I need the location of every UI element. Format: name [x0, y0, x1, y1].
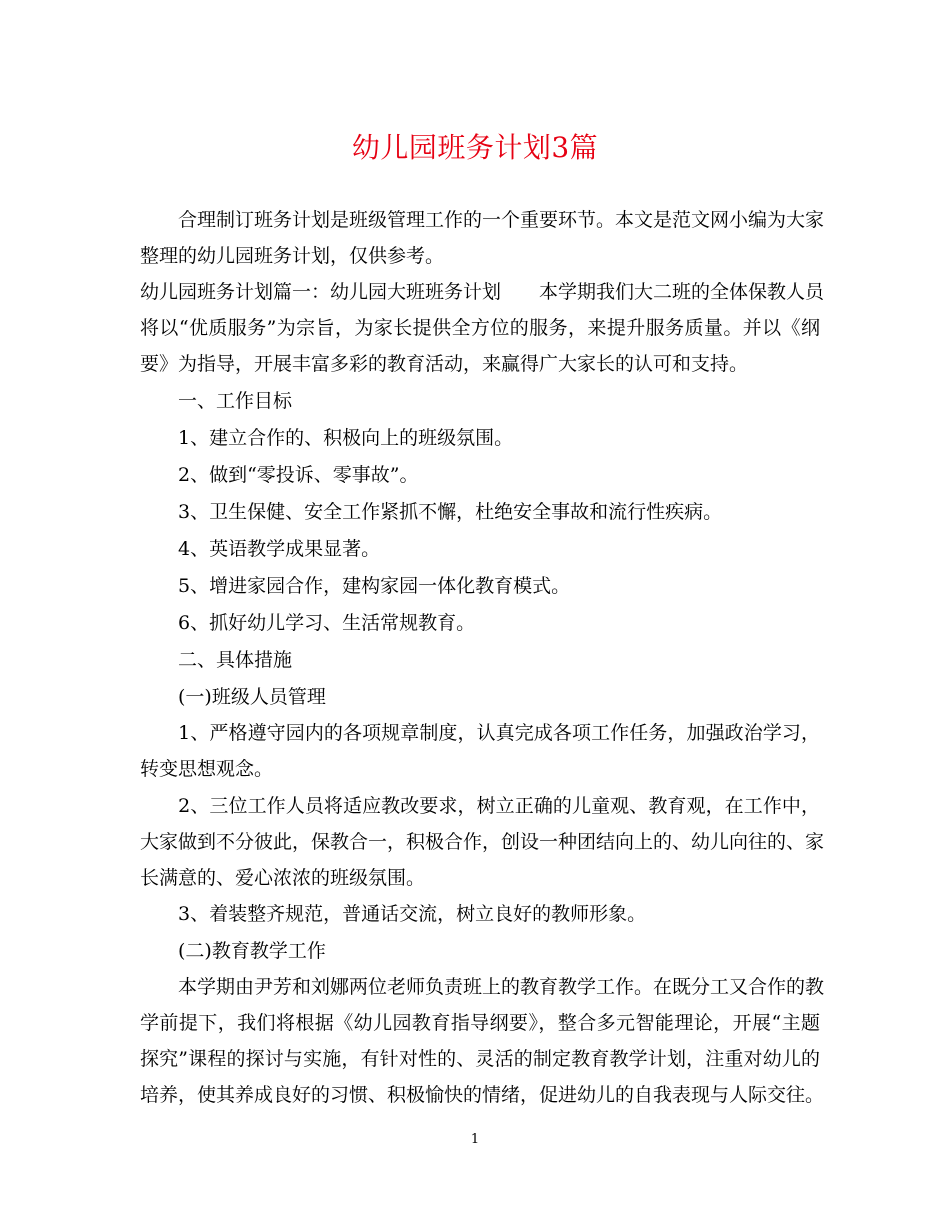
- body-line: 整理的幼儿园班务计划，仅供参考。: [140, 245, 445, 267]
- body-line: 将以“优质服务”为宗旨，为家长提供全方位的服务，来提升服务质量。并以《纲: [140, 317, 820, 339]
- body-line: 大家做到不分彼此，保教合一，积极合作，创设一种团结向上的、幼儿向往的、家: [140, 831, 825, 853]
- body-line: 幼儿园班务计划篇一：幼儿园大班班务计划 本学期我们大二班的全体保教人员: [140, 281, 825, 303]
- body-line: 培养，使其养成良好的习惯、积极愉快的情绪，促进幼儿的自我表现与人际交往。: [140, 1084, 825, 1106]
- list-item: 6、抓好幼儿学习、生活常规教育。: [140, 612, 476, 634]
- section-heading: 二、具体措施: [140, 649, 293, 671]
- body-line: 2、三位工作人员将适应教改要求，树立正确的儿童观、教育观，在工作中，: [140, 795, 820, 817]
- body-line: 学前提下，我们将根据《幼儿园教育指导纲要》，整合多元智能理论，开展“主题: [140, 1012, 820, 1034]
- body-line: 长满意的、爱心浓浓的班级氛围。: [140, 867, 426, 889]
- subsection-heading: (二)教育教学工作: [140, 940, 326, 962]
- list-item: 3、卫生保健、安全工作紧抓不懈，杜绝安全事故和流行性疾病。: [140, 501, 723, 523]
- body-line: 本学期由尹芳和刘娜两位老师负责班上的教育教学工作。在既分工又合作的教: [140, 976, 825, 998]
- list-item: 2、做到“零投诉、零事故”。: [140, 464, 419, 486]
- list-item: 4、英语教学成果显著。: [140, 538, 381, 560]
- section-heading: 一、工作目标: [140, 390, 293, 412]
- body-line: 转变思想观念。: [140, 758, 274, 780]
- body-line: 1、严格遵守园内的各项规章制度，认真完成各项工作任务，加强政治学习，: [140, 722, 820, 744]
- page-number: 1: [470, 1132, 480, 1147]
- body-line: 3、着装整齐规范，普通话交流，树立良好的教师形象。: [140, 903, 647, 925]
- subsection-heading: (一)班级人员管理: [140, 686, 326, 708]
- list-item: 1、建立合作的、积极向上的班级氛围。: [140, 427, 514, 449]
- document-title: 幼儿园班务计划3篇: [351, 131, 599, 164]
- body-line: 探究”课程的探讨与实施，有针对性的、灵活的制定教育教学计划，注重对幼儿的: [140, 1048, 820, 1070]
- body-line: 要》为指导，开展丰富多彩的教育活动，来赢得广大家长的认可和支持。: [140, 353, 749, 375]
- body-line: 合理制订班务计划是班级管理工作的一个重要环节。本文是范文网小编为大家: [140, 209, 825, 231]
- list-item: 5、增进家园合作，建构家园一体化教育模式。: [140, 575, 571, 597]
